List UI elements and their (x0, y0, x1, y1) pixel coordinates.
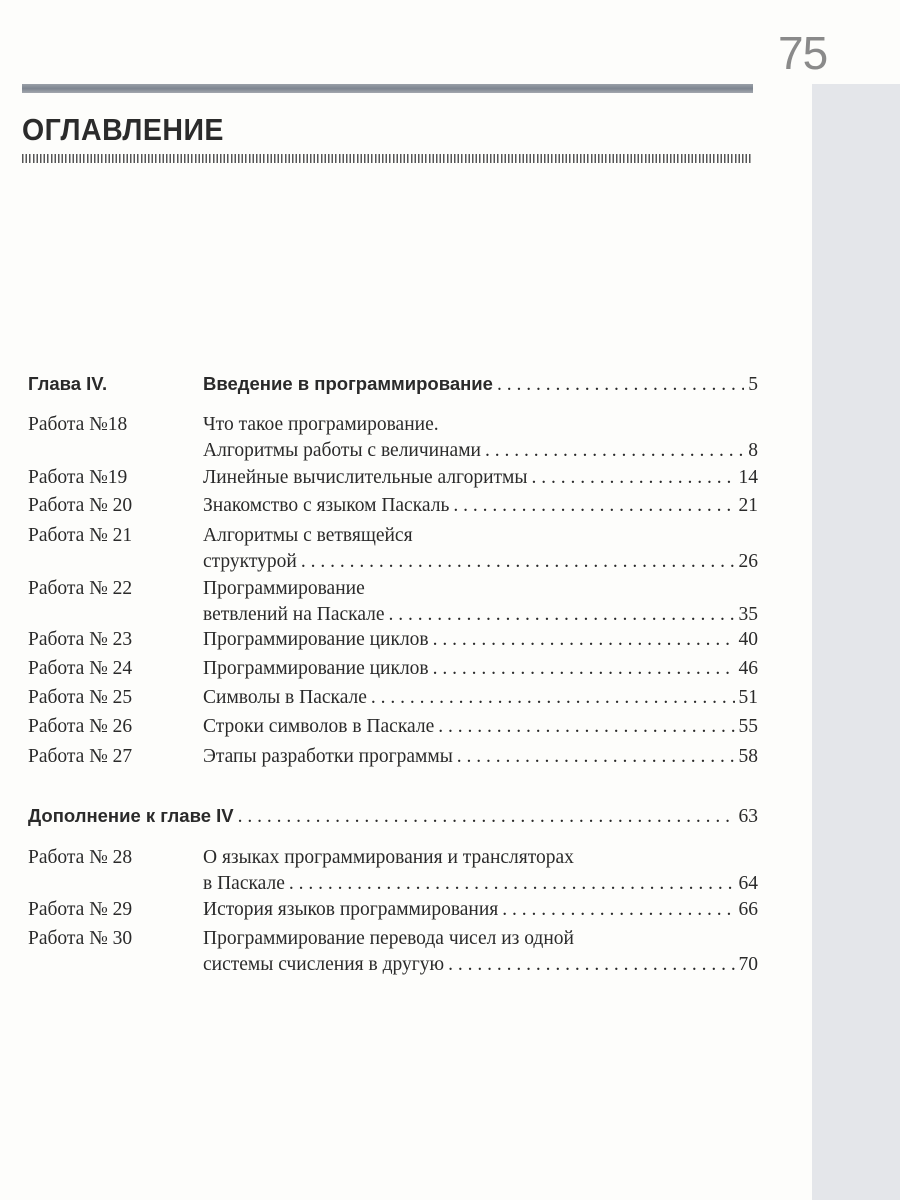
work-title: Алгоритмы с ветвящейся (203, 525, 413, 546)
work-title: История языков программирования (203, 899, 499, 920)
supplement-title: Дополнение к главе IV (28, 805, 234, 826)
work-page: 66 (738, 899, 758, 920)
work-label: Работа № 25 (28, 687, 133, 708)
work-title: ветвлений на Паскале (203, 604, 385, 625)
work-label: Работа № 24 (28, 658, 133, 679)
work-label: Работа №18 (28, 414, 128, 435)
work-title: Программирование (203, 578, 365, 599)
work-title: О языках программирования и трансляторах (203, 847, 574, 868)
work-title: Строки символов в Паскале (203, 716, 435, 737)
chapter-title: Введение в программирование (203, 373, 493, 394)
work-title: Знакомство с языком Паскаль (203, 495, 450, 516)
work-label: Работа № 20 (28, 495, 133, 516)
work-label: Работа № 22 (28, 578, 133, 599)
work-page: 70 (738, 954, 758, 975)
work-label: Работа №19 (28, 467, 128, 488)
work-title: Что такое програмирование. (203, 414, 439, 435)
work-title: Программирование циклов (203, 629, 429, 650)
work-page: 14 (738, 467, 758, 488)
work-label: Работа № 27 (28, 746, 133, 767)
work-page: 8 (748, 440, 758, 461)
work-title: структурой (203, 551, 297, 572)
work-title: Программирование циклов (203, 658, 429, 679)
work-title: Символы в Паскале (203, 687, 367, 708)
page-title: ОГЛАВЛЕНИЕ (22, 112, 224, 147)
title-underline (22, 154, 753, 163)
work-title: Программирование перевода чисел из одной (203, 928, 574, 949)
chapter-page: 5 (748, 374, 758, 395)
chapter-label: Глава IV. (28, 373, 108, 394)
work-page: 26 (738, 551, 758, 572)
work-page: 40 (738, 629, 758, 650)
work-page: 55 (738, 716, 758, 737)
work-page: 35 (738, 604, 758, 625)
work-title: в Паскале (203, 873, 285, 894)
page-number: 75 (778, 27, 828, 79)
work-label: Работа № 21 (28, 525, 133, 546)
page-edge-strip (812, 84, 900, 1200)
work-title: системы счисления в другую (203, 954, 445, 975)
work-label: Работа № 26 (28, 716, 133, 737)
work-page: 64 (738, 873, 758, 894)
work-page: 51 (738, 687, 758, 708)
work-title: Алгоритмы работы с величинами (203, 440, 481, 461)
work-page: 21 (738, 495, 758, 516)
header-rule (22, 84, 753, 93)
work-title: Этапы разработки программы (203, 746, 453, 767)
work-label: Работа № 28 (28, 847, 133, 868)
work-label: Работа № 29 (28, 899, 133, 920)
work-page: 58 (738, 746, 758, 767)
work-label: Работа № 30 (28, 928, 133, 949)
work-label: Работа № 23 (28, 629, 133, 650)
supplement-page: 63 (738, 806, 758, 827)
work-title: Линейные вычислительные алгоритмы (203, 467, 528, 488)
work-page: 46 (738, 658, 758, 679)
